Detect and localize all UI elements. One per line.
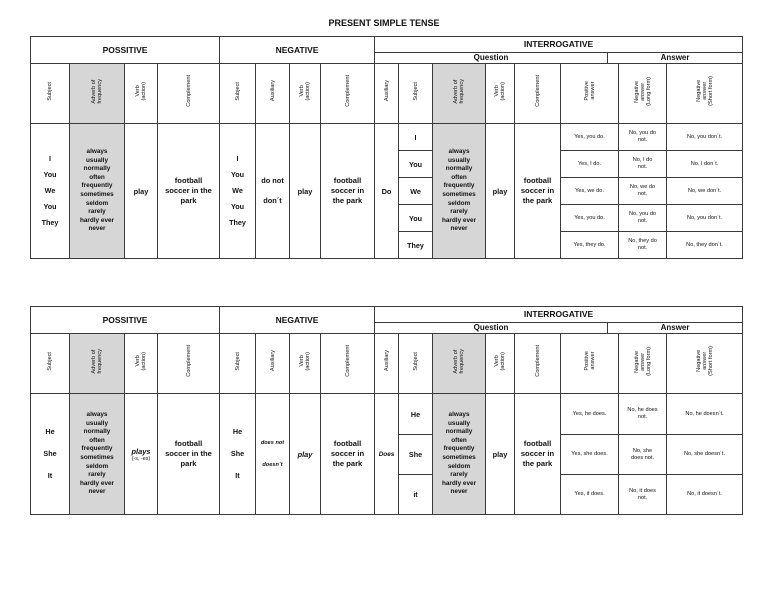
q-subject: We	[410, 186, 421, 196]
positive-answer: Yes, you do.	[574, 133, 605, 140]
negative-header: NEGATIVE	[220, 37, 375, 64]
q-subject: You	[408, 213, 423, 223]
q-complement: football soccer in the park	[520, 176, 555, 205]
q-auxiliary: Does	[378, 450, 395, 458]
neg-auxiliary: do not don´t	[261, 176, 284, 205]
answer-header: Answer	[660, 323, 690, 332]
answer-header: Answer	[660, 53, 690, 62]
negative-short-answer: No, it doesn´t.	[687, 491, 722, 497]
negative-short-answer: No, you don´t.	[686, 133, 723, 140]
q-auxiliary: Do	[381, 186, 392, 196]
subjects: He She It	[43, 427, 57, 480]
col-adverb: Adverb of frequency	[70, 334, 125, 394]
col-neg-long: Negative answer (Long form)	[619, 64, 667, 124]
complement: football soccer in the park	[165, 176, 212, 205]
negative-long-answer: No, he does not.	[627, 407, 658, 420]
question-header: Question	[375, 53, 608, 63]
page-title: PRESENT SIMPLE TENSE	[328, 18, 440, 28]
positive-header: POSSITIVE	[31, 37, 220, 64]
col-neg-complement: Complement	[321, 64, 375, 124]
col-neg-long: Negative answer (Long form)	[619, 334, 667, 394]
q-subject: You	[408, 159, 423, 169]
negative-short-answer: No, you don´t.	[686, 214, 723, 221]
neg-complement: football soccer in the park	[330, 176, 365, 205]
positive-answer: Yes, she does.	[571, 451, 608, 457]
interrogative-label: INTERROGATIVE	[375, 307, 742, 323]
negative-header: NEGATIVE	[220, 307, 375, 334]
col-q-adverb: Adverb of frequency	[433, 334, 486, 394]
col-complement: Complement	[158, 334, 220, 394]
positive-header: POSSITIVE	[31, 307, 220, 334]
col-neg-auxiliary: Auxiliary	[256, 64, 290, 124]
q-adverbs-list: always usually normally often frequently sometimes seldom rarely hardly ever never	[441, 148, 477, 233]
positive-answer: Yes, I do.	[577, 160, 602, 167]
q-subject: He	[410, 409, 421, 419]
negative-long-answer: No, you do not.	[628, 211, 657, 224]
q-verb: play	[492, 449, 508, 459]
q-complement: football soccer in the park	[520, 439, 555, 468]
positive-answer: Yes, they do.	[573, 241, 606, 248]
verb-note: (-s, -es)	[131, 455, 151, 462]
col-neg-verb: Verb (action)	[290, 64, 321, 124]
neg-complement: football soccer in the park	[330, 439, 365, 468]
negative-long-answer: No, they do not.	[628, 238, 657, 251]
question-header: Question	[375, 323, 608, 333]
present-simple-table-plural	[30, 36, 743, 259]
present-simple-table-third-person	[30, 306, 743, 515]
neg-auxiliary: does not doesn´t	[260, 440, 285, 468]
col-neg-short: Negative answer (Short form)	[667, 334, 743, 394]
neg-verb: play	[297, 186, 313, 196]
col-neg-auxiliary: Auxiliary	[256, 334, 290, 394]
col-neg-subject: Subject	[220, 334, 256, 394]
col-positive-answer: Positive answer	[561, 64, 619, 124]
col-neg-complement: Complement	[321, 334, 375, 394]
col-q-verb: Verb (action)	[486, 334, 515, 394]
adverbs-list: always usually normally often frequently sometimes seldom rarely hardly ever never	[79, 411, 115, 496]
col-q-auxiliary: Auxiliary	[375, 334, 399, 394]
neg-subjects: He She It	[230, 427, 245, 480]
q-subject: They	[407, 240, 424, 250]
col-verb: Verb (action)	[125, 64, 158, 124]
col-neg-subject: Subject	[220, 64, 256, 124]
negative-short-answer: No, she doesn´t.	[684, 451, 726, 457]
col-neg-short: Negative answer (Short form)	[667, 64, 743, 124]
col-neg-verb: Verb (action)	[290, 334, 321, 394]
negative-long-answer: No, she does not.	[631, 447, 655, 461]
negative-long-answer: No, you do not.	[628, 130, 657, 143]
col-positive-answer: Positive answer	[561, 334, 619, 394]
col-subject: Subject	[31, 64, 70, 124]
q-subject: it	[413, 490, 418, 499]
col-subject: Subject	[31, 334, 70, 394]
negative-short-answer: No, they don´t.	[686, 241, 723, 248]
neg-verb: play	[297, 449, 313, 459]
negative-long-answer: No, it does not.	[629, 487, 656, 501]
positive-answer: Yes, he does.	[572, 410, 607, 417]
negative-short-answer: No, I don´t.	[690, 160, 719, 167]
negative-long-answer: No, I do not.	[632, 157, 653, 170]
negative-long-answer: No, we do not.	[629, 184, 656, 197]
neg-subjects: I You We You They	[229, 154, 246, 227]
complement: football soccer in the park	[165, 439, 212, 468]
col-q-verb: Verb (action)	[486, 64, 515, 124]
positive-answer: Yes, you do.	[574, 214, 605, 221]
col-q-adverb: Adverb of frequency	[433, 64, 486, 124]
col-q-auxiliary: Auxiliary	[375, 64, 399, 124]
q-verb: play	[492, 186, 508, 196]
col-q-subject: Subject	[399, 334, 433, 394]
positive-answer: Yes, it does.	[574, 491, 605, 497]
verb: play	[133, 186, 149, 196]
interrogative-header	[375, 307, 743, 334]
q-subject: I	[414, 132, 417, 142]
col-q-complement: Complement	[515, 334, 561, 394]
verb: plays	[131, 446, 151, 456]
negative-short-answer: No, he doesn´t.	[685, 410, 724, 417]
col-complement: Complement	[158, 64, 220, 124]
q-adverbs-list: always usually normally often frequently sometimes seldom rarely hardly ever never	[441, 411, 477, 496]
interrogative-label: INTERROGATIVE	[375, 37, 742, 53]
col-q-complement: Complement	[515, 64, 561, 124]
col-verb: Verb (action)	[125, 334, 158, 394]
q-subject: She	[408, 450, 423, 459]
adverbs-list: always usually normally often frequently sometimes seldom rarely hardly ever never	[79, 148, 115, 233]
interrogative-header	[375, 37, 743, 64]
col-q-subject: Subject	[399, 64, 433, 124]
subjects: I You We You They	[41, 154, 59, 227]
negative-short-answer: No, we don´t.	[687, 187, 722, 194]
col-adverb: Adverb of frequency	[70, 64, 125, 124]
positive-answer: Yes, we do.	[575, 187, 604, 194]
